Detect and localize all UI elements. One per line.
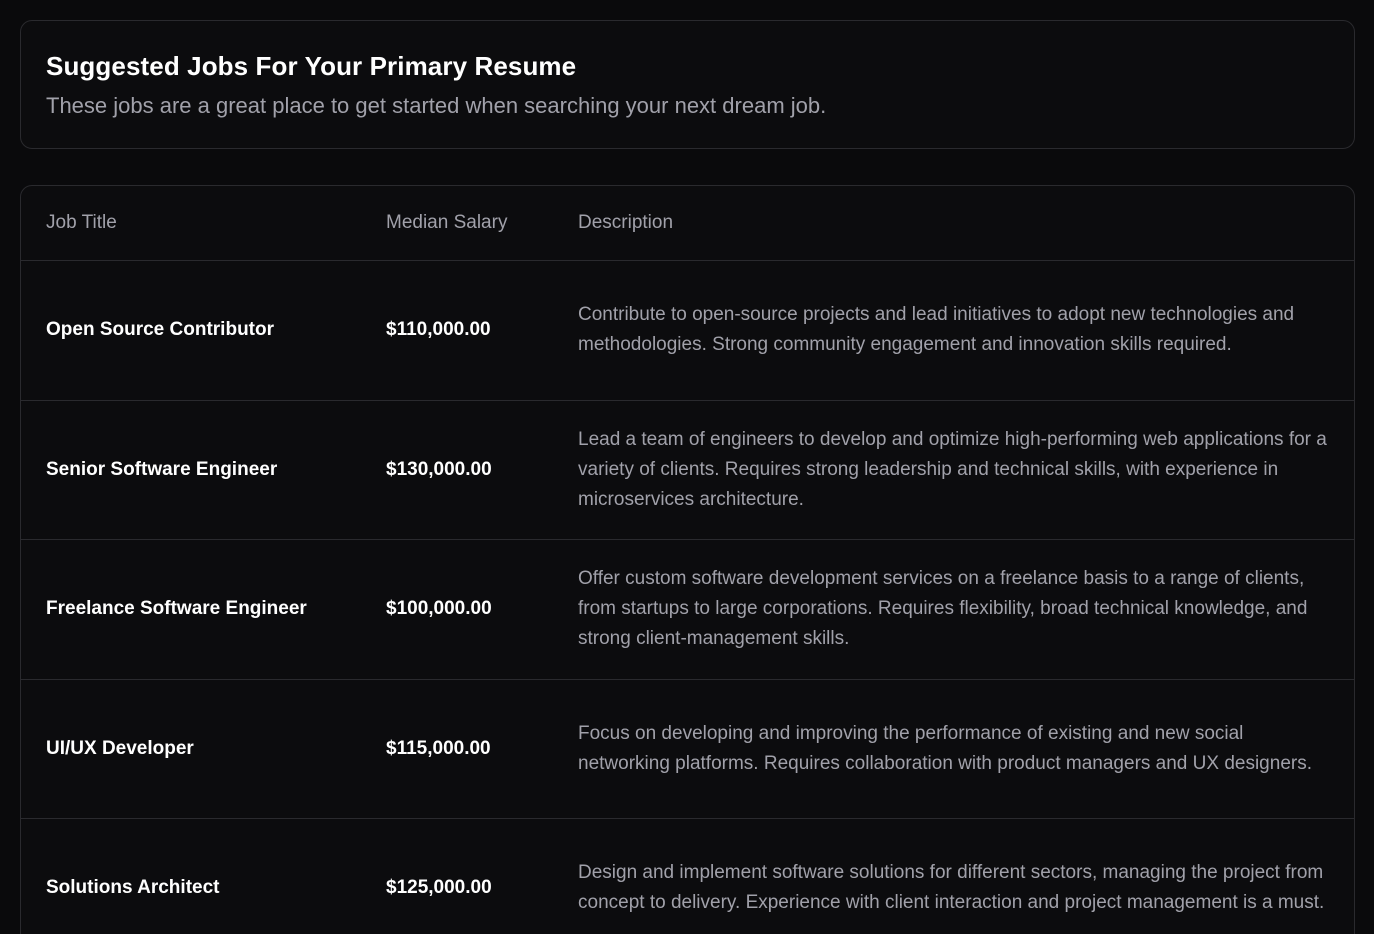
- column-header-description: Description: [578, 212, 674, 233]
- table-row[interactable]: [21, 540, 1354, 680]
- table-header-row: [21, 186, 1354, 261]
- table-row[interactable]: [21, 819, 1354, 934]
- median-salary-cell: $115,000.00: [386, 737, 491, 759]
- description-cell: Design and implement software solutions for different sectors, managing the project from concept to delivery. Experience with client interaction and project management is a must.: [578, 862, 1325, 914]
- median-salary-cell: $130,000.00: [386, 458, 492, 480]
- description-cell: Lead a team of engineers to develop and optimize high-performing web applications for a variety of clients. Requires strong leadership and technical skills, with experience in microservices architecture.: [578, 428, 1327, 510]
- suggested-jobs-table: [20, 185, 1355, 934]
- median-salary-cell: $125,000.00: [386, 877, 492, 899]
- page-subtitle: These jobs are a great place to get started when searching your next dream job.: [46, 93, 827, 118]
- page-title: Suggested Jobs For Your Primary Resume: [46, 51, 577, 81]
- job-title-cell: Freelance Software Engineer: [46, 598, 307, 620]
- column-header-median-salary: Median Salary: [386, 212, 508, 233]
- table-row[interactable]: [21, 680, 1354, 820]
- suggested-jobs-header-card: [20, 20, 1355, 149]
- job-title-cell: Open Source Contributor: [46, 319, 274, 341]
- job-title-cell: Senior Software Engineer: [46, 458, 278, 480]
- description-cell: Focus on developing and improving the performance of existing and new social networking platforms. Requires collaboration with product managers and UX designers.: [578, 722, 1312, 774]
- description-cell: Contribute to open-source projects and lead initiatives to adopt new technologies and methodologies. Strong community engagement and innovation skills required.: [578, 304, 1295, 356]
- table-row[interactable]: [21, 401, 1354, 541]
- job-title-cell: Solutions Architect: [46, 877, 220, 899]
- column-header-job-title: Job Title: [46, 212, 117, 233]
- table-row[interactable]: [21, 261, 1354, 401]
- median-salary-cell: $110,000.00: [386, 319, 491, 341]
- description-cell: Offer custom software development services on a freelance basis to a range of clients, from startups to large corporations. Requires flexibility, broad technical knowledge, and strong client-management skills.: [578, 568, 1308, 650]
- job-title-cell: UI/UX Developer: [46, 737, 194, 759]
- median-salary-cell: $100,000.00: [386, 598, 492, 620]
